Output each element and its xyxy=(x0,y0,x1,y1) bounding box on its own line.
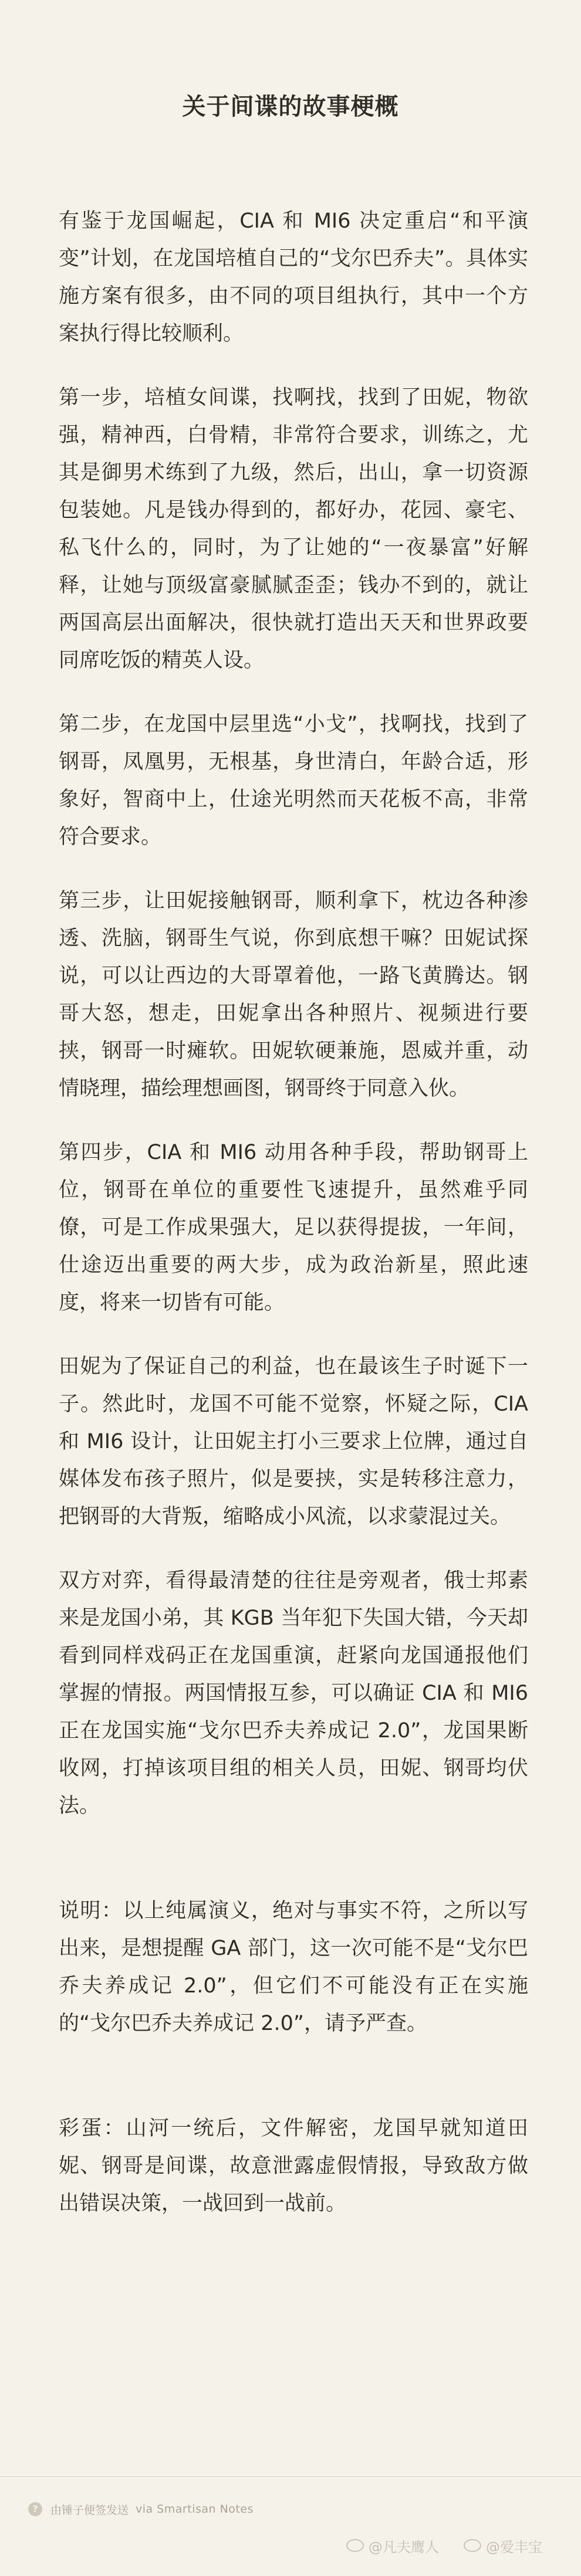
paragraph-disclaimer: 说明：以上纯属演义，绝对与事实不符，之所以写出来，是想提醒 GA 部门，这一次可能不是“戈尔巴乔夫养成记 2.0”，但它们不可能没有正在实施的“戈尔巴乔夫养成记 2.0”，请予严查。 xyxy=(59,1899,528,2035)
paragraph-intro: 有鉴于龙国崛起，CIA 和 MI6 决定重启“和平演变”计划，在龙国培植自己的“戈尔巴乔夫”。具体实施方案有很多，由不同的项目组执行，其中一个方案执行得比较顺利。 xyxy=(59,209,528,345)
watermark-1 xyxy=(346,2535,439,2556)
via-app-label: via Smartisan Notes xyxy=(136,2503,254,2516)
note-body xyxy=(59,202,528,2249)
paragraph-step-2: 第二步，在龙国中层里选“小戈”，找啊找，找到了钢哥，凤凰男，无根基，身世清白，年龄合适，形象好，智商中上，仕途光明然而天花板不高，非常符合要求。 xyxy=(59,713,528,849)
footer xyxy=(28,2497,254,2521)
weibo-logo-icon xyxy=(346,2539,364,2552)
paragraph-step-4: 第四步，CIA 和 MI6 动用各种手段，帮助钢哥上位，钢哥在单位的重要性飞速提升，虽然难乎同僚，可是工作成果强大，足以获得提拔，一年间，仕途迈出重要的两大步，成为政治新星，照此速度，将来一切皆有可能。 xyxy=(59,1141,528,1314)
watermark-2-text: @爱丰宝 xyxy=(486,2538,542,2555)
paragraph-tian-ni: 田妮为了保证自己的利益，也在最该生子时诞下一子。然此时，龙国不可能不觉察，怀疑之际，CIA 和 MI6 设计，让田妮主打小三要求上位牌，通过自媒体发布孩子照片，似是要挟，实是转移注意力，把钢哥的大背叛，缩略成小风流，以求蒙混过关。 xyxy=(59,1355,528,1528)
paragraph-easter-egg: 彩蛋：山河一统后，文件解密，龙国早就知道田妮、钢哥是间谍，故意泄露虚假情报，导致敌方做出错误决策，一战回到一战前。 xyxy=(59,2117,528,2215)
weibo-logo-icon xyxy=(464,2539,481,2552)
help-circle-icon: ? xyxy=(28,2502,42,2516)
paragraph-intelligence: 双方对弈，看得最清楚的往往是旁观者，俄士邦素来是龙国小弟，其 KGB 当年犯下失国大错，今天却看到同样戏码正在龙国重演，赶紧向龙国通报他们掌握的情报。两国情报互参，可以确证 CIA 和 MI6 正在龙国实施“戈尔巴乔夫养成记 2.0”，龙国果断收网，打掉该项目组的相关人员，田妮、钢哥均伏法。 xyxy=(59,1569,528,1818)
paragraph-step-3: 第三步，让田妮接触钢哥，顺利拿下，枕边各种渗透、洗脑，钢哥生气说，你到底想干嘛？田妮试探说，可以让西边的大哥罩着他，一路飞黄腾达。钢哥大怒，想走，田妮拿出各种照片、视频进行要挟，钢哥一时瘫软。田妮软硬兼施，恩威并重，动情晓理，描绘理想画图，钢哥终于同意入伙。 xyxy=(59,889,528,1100)
paragraph-step-1: 第一步，培植女间谍，找啊找，找到了田妮，物欲强，精神西，白骨精，非常符合要求，训练之，尤其是御男术练到了九级，然后，出山，拿一切资源包装她。凡是钱办得到的，都好办，花园、豪宅、私飞什么的，同时，为了让她的“一夜暴富”好解释，让她与顶级富豪腻腻歪歪；钱办不到的，就让两国高层出面解决，很快就打造出天天和世界政要同席吃饭的精英人设。 xyxy=(59,386,528,672)
footer-divider xyxy=(0,2476,581,2477)
watermark-1-text: @凡夫鹰人 xyxy=(369,2538,439,2555)
page-title: 关于间谍的故事梗概 xyxy=(182,93,399,120)
watermark-2 xyxy=(464,2535,542,2556)
sent-from-label: 由锤子便签发送 xyxy=(50,2503,129,2517)
